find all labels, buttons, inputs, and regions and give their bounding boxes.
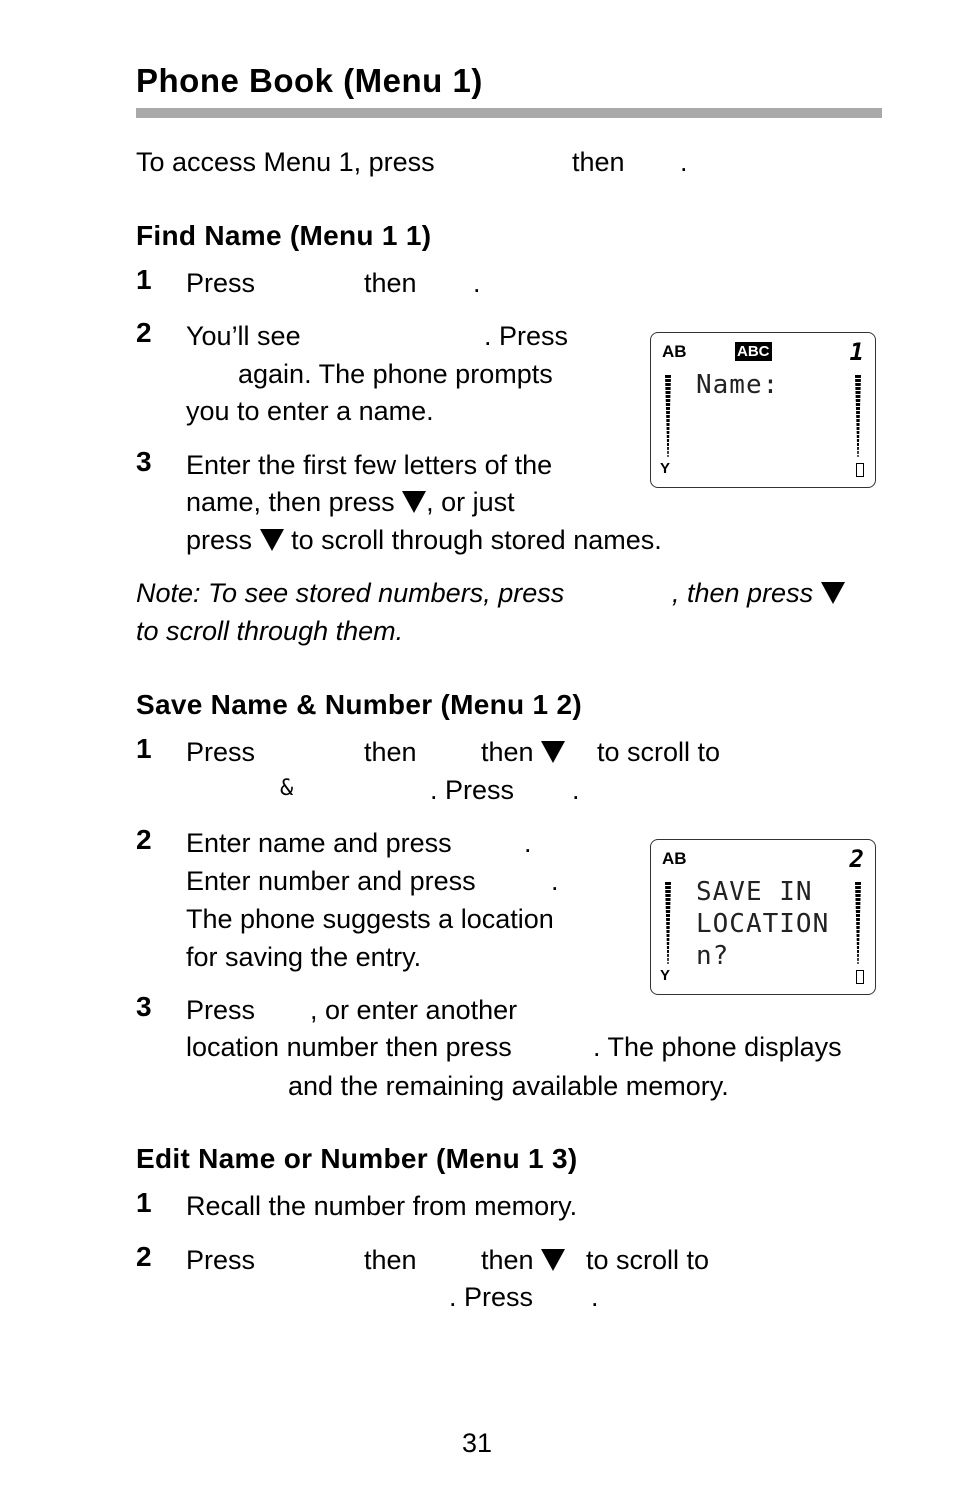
- find-name-heading: Find Name (Menu 1 1): [136, 220, 432, 251]
- down-arrow-icon: [541, 741, 565, 763]
- step-text: then: [364, 268, 417, 298]
- step-text: to scroll through stored names.: [291, 525, 662, 555]
- phone-display-name: [650, 332, 876, 488]
- step-text: press: [186, 525, 253, 555]
- antenna-icon: Y: [660, 967, 671, 984]
- intro-then: then: [572, 147, 625, 177]
- step-text: . The phone displays: [593, 1032, 842, 1062]
- signal-bar-icon: [665, 882, 671, 964]
- step-text: . Press: [430, 775, 515, 805]
- step-text: . Press: [484, 321, 569, 351]
- step-text: Press: [186, 995, 256, 1025]
- down-arrow-icon: [821, 582, 845, 604]
- save-name-heading: Save Name & Number (Menu 1 2): [136, 689, 582, 720]
- intro-text: To access Menu 1, press: [136, 147, 435, 177]
- battery-bar-icon: [855, 882, 861, 964]
- antenna-icon: Y: [660, 460, 671, 477]
- step-text: .: [473, 268, 481, 298]
- step-text: .: [524, 828, 532, 858]
- step-text: again. The phone prompts: [238, 359, 553, 389]
- step-text: then: [364, 737, 417, 767]
- intro-period: .: [680, 147, 688, 177]
- step-text: location number then press: [186, 1032, 512, 1062]
- down-arrow-icon: [541, 1249, 565, 1271]
- step-text: [481, 733, 565, 771]
- step-number: 3: [136, 991, 152, 1022]
- step-text: you to enter a name.: [186, 396, 434, 426]
- step-text: Enter number and press: [186, 866, 476, 896]
- step-text: and the remaining available memory.: [288, 1071, 729, 1101]
- lcd-ampersand: &: [280, 776, 294, 801]
- page-title: Phone Book (Menu 1): [136, 62, 483, 99]
- signal-bar-icon: [665, 375, 671, 457]
- display-screen-text: SAVE IN LOCATION n?: [696, 877, 830, 971]
- step-text: .: [591, 1282, 599, 1312]
- battery-icon: [856, 463, 864, 477]
- step-text: , or just: [426, 487, 515, 517]
- step-text: The phone suggests a location: [186, 904, 554, 934]
- step-text: [186, 483, 515, 521]
- note-text: , then press: [672, 578, 814, 608]
- step-text: Recall the number from memory.: [186, 1191, 578, 1221]
- step-text: Press: [186, 737, 256, 767]
- step-number: 1: [136, 264, 152, 295]
- display-ab-label: AB: [662, 342, 687, 361]
- phone-display-save: [650, 839, 876, 995]
- step-number: 1: [136, 1187, 152, 1218]
- battery-bar-icon: [855, 375, 861, 457]
- display-index: 2: [849, 845, 864, 873]
- step-text: Press: [186, 268, 256, 298]
- step-text: to scroll to: [597, 737, 721, 767]
- step-text: then: [481, 1245, 534, 1275]
- page-number: 31: [461, 1428, 493, 1458]
- step-number: 1: [136, 733, 152, 764]
- title-rule: [136, 108, 882, 118]
- step-text: for saving the entry.: [186, 942, 422, 972]
- step-text: Enter name and press: [186, 828, 452, 858]
- note-text: to scroll through them.: [136, 616, 404, 646]
- edit-name-heading: Edit Name or Number (Menu 1 3): [136, 1143, 578, 1174]
- display-index: 1: [849, 338, 864, 366]
- battery-icon: [856, 970, 864, 984]
- step-text: then: [481, 737, 534, 767]
- step-text: then: [364, 1245, 417, 1275]
- display-ab-label: AB: [662, 849, 687, 868]
- step-number: 2: [136, 317, 152, 348]
- step-text: name, then press: [186, 487, 395, 517]
- step-text: Enter the first few letters of the: [186, 450, 553, 480]
- step-text: [481, 1241, 565, 1279]
- step-text: .: [572, 775, 580, 805]
- down-arrow-icon: [260, 529, 284, 551]
- step-text: You’ll see: [186, 321, 301, 351]
- step-text: , or enter another: [310, 995, 518, 1025]
- note-text: Note: To see stored numbers, press: [136, 578, 565, 608]
- step-text: Press: [186, 1245, 256, 1275]
- step-number: 3: [136, 446, 152, 477]
- note-text: [672, 574, 845, 612]
- step-text: . Press: [449, 1282, 534, 1312]
- display-screen-text: Name:: [696, 370, 780, 400]
- step-number: 2: [136, 824, 152, 855]
- step-number: 2: [136, 1241, 152, 1272]
- step-text: to scroll to: [586, 1245, 710, 1275]
- display-abc-mode: ABC: [737, 343, 770, 360]
- step-text: .: [551, 866, 559, 896]
- down-arrow-icon: [402, 491, 426, 513]
- step-text: [186, 521, 662, 559]
